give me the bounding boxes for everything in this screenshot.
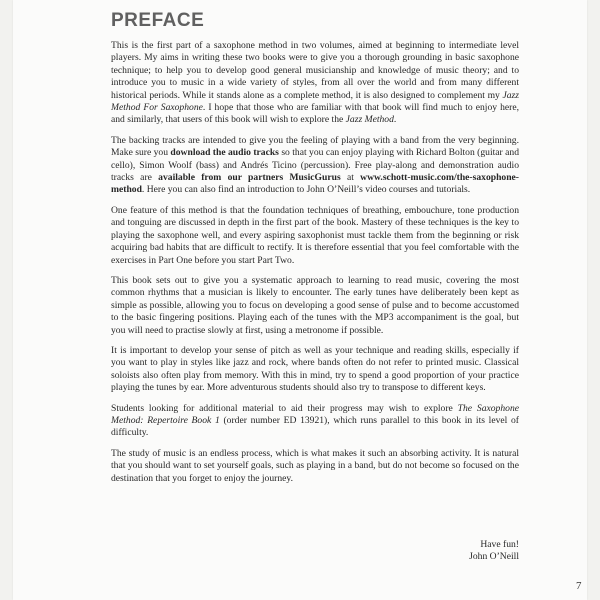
text-run: . bbox=[393, 114, 397, 126]
website-url: www.schott-music.com/the-saxophone-method bbox=[111, 172, 519, 196]
paragraph-study-of-music: The study of music is an endless process, which is what makes it such an absorbing activity. It is natural that you should want to set yourself goals, such as playing in a band, but do not become so focused on the destination that you forget to enjoy the journey. bbox=[111, 447, 519, 484]
text-run: at bbox=[340, 172, 361, 184]
paragraph-additional-material bbox=[111, 403, 519, 440]
paragraph-intro bbox=[111, 40, 519, 127]
signoff-author: John O’Neill bbox=[469, 551, 519, 563]
text-run: . I hope that those who are familiar with that book will find much to enjoy here, and similarly, that users of this book will wish to explore the bbox=[111, 102, 519, 126]
preface-body bbox=[111, 40, 519, 493]
page-number: 7 bbox=[576, 580, 582, 592]
paragraph-backing-tracks bbox=[111, 135, 519, 197]
book-title-repertoire: The Saxophone Method: Repertoire Book 1 bbox=[111, 402, 519, 426]
text-run: The backing tracks are intended to give you the feeling of playing with a band from the very beginning. Make sure you bbox=[111, 134, 519, 159]
book-title-jazz-method: Jazz Method bbox=[345, 114, 394, 126]
paragraph-reading-music: This book sets out to give you a systematic approach to learning to read music, covering the most common rhythms that a musician is likely to encounter. The early tunes have deliberately been kept as simple as possible, allowing you to focus on developing a good sense of pulse and to become accustomed to the basic fingering positions. Playing each of the tunes with the MP3 accompaniment is the goal, but you will need to practise slowly at first, using a metronome if possible. bbox=[111, 274, 519, 336]
paragraph-foundation-techniques: One feature of this method is that the foundation techniques of breathing, embouchure, tone production and tonguing are discussed in depth in the first part of the book. Mastery of these techniques is the key to playing the saxophone well, and every aspiring saxophonist must tackle them from the beginning or risk acquiring bad habits that are difficult to rectify. It is therefore essential that you feel comfortable with the exercises in Part One before you start Part Two. bbox=[111, 204, 519, 266]
text-run: . Here you can also find an introduction to John O’Neill’s video courses and tutorials. bbox=[141, 184, 471, 196]
text-run: so that you can enjoy playing with Richard Bolton (guitar and cello), Simon Woolf (bass) and Andrés Ticino (percussion). Free play-along and demonstration audio tracks are bbox=[111, 147, 519, 184]
musicgurus-emphasis: available from our partners MusicGurus bbox=[158, 172, 341, 184]
page-title: PREFACE bbox=[111, 10, 205, 31]
paragraph-pitch: It is important to develop your sense of pitch as well as your technique and reading skills, especially if you want to play in styles like jazz and rock, where bands often do not refer to printed music. Classical soloists also often play from memory. With this in mind, try to spend a good proportion of your practice playing the tunes by ear. More adventurous students should also try to transpose to different keys. bbox=[111, 344, 519, 394]
signoff-greeting: Have fun! bbox=[480, 539, 519, 550]
book-page bbox=[13, 0, 587, 600]
book-title-jazz-method-for-saxophone: Jazz Method For Saxophone bbox=[111, 89, 519, 114]
text-run: Students looking for additional material to aid their progress may wish to explore bbox=[111, 402, 458, 414]
download-audio-emphasis: download the audio tracks bbox=[170, 147, 279, 159]
text-run: This is the first part of a saxophone method in two volumes, aimed at beginning to intermediate level players. My aims in writing these two books were to give you a thorough grounding in basic saxophone technique; to help you to develop good general musicianship and knowledge of music theory; and to introduce you to music in a wide variety of styles, from all over the world and from many different historical periods. While it stands alone as a complete method, it is also designed to complement my bbox=[111, 40, 519, 101]
text-run: (order number ED 13921), which runs parallel to this book in its level of difficulty. bbox=[111, 414, 519, 439]
signoff bbox=[420, 539, 519, 564]
